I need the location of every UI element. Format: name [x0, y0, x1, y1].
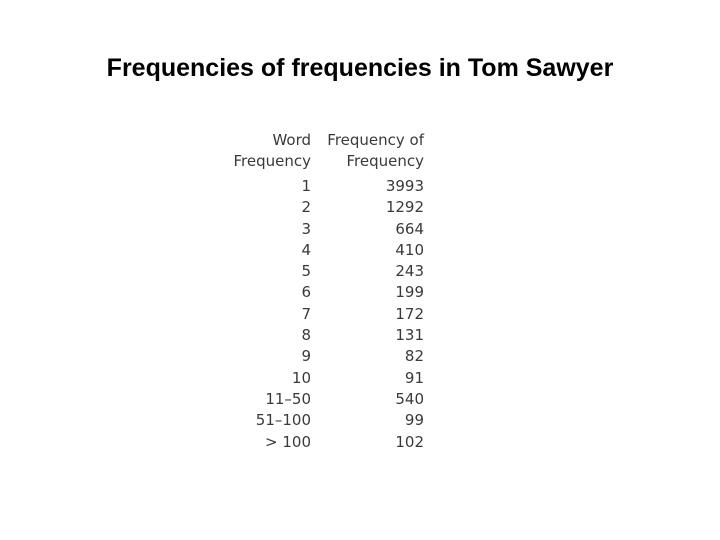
cell-word-frequency: 1: [301, 177, 311, 195]
cell-word-frequency: 4: [301, 240, 311, 259]
cell-frequency-of-frequency: 540: [395, 389, 424, 408]
cell-frequency-of-frequency: 243: [395, 262, 424, 281]
cell-frequency-of-frequency: 82: [404, 347, 424, 366]
header-frequency-of-frequency: [311, 130, 424, 176]
table-row: [225, 282, 424, 303]
table-header-row: [225, 130, 424, 176]
header-frequency-of-frequency-line2: Frequency: [346, 152, 424, 170]
cell-word-frequency: 3: [301, 219, 311, 238]
table-row: [225, 197, 424, 218]
cell-frequency-of-frequency: 99: [404, 411, 424, 430]
header-frequency-of-frequency-line1: Frequency of: [327, 131, 424, 149]
table-body: [225, 176, 424, 453]
cell-word-frequency: 51–100: [255, 411, 311, 430]
cell-frequency-of-frequency: 664: [395, 219, 424, 238]
cell-word-frequency: 11–50: [265, 389, 311, 408]
table-row: [225, 389, 424, 410]
cell-word-frequency: 8: [301, 326, 311, 345]
cell-frequency-of-frequency: 102: [395, 432, 424, 451]
frequency-table: [225, 130, 424, 453]
cell-word-frequency: 5: [301, 262, 311, 281]
cell-word-frequency: 9: [301, 347, 311, 366]
slide-title: Frequencies of frequencies in Tom Sawyer: [106, 54, 614, 82]
table-row: [225, 176, 424, 197]
table-row: [225, 261, 424, 282]
cell-word-frequency: > 100: [265, 432, 311, 451]
table-row: [225, 219, 424, 240]
header-word-frequency-line1: Word: [272, 131, 311, 149]
cell-frequency-of-frequency: 91: [404, 368, 424, 387]
cell-frequency-of-frequency: 131: [395, 326, 424, 345]
cell-word-frequency: 10: [291, 368, 311, 387]
cell-word-frequency: 6: [301, 283, 311, 302]
table-row: [225, 368, 424, 389]
table-row: [225, 325, 424, 346]
table-row: [225, 432, 424, 453]
table-row: [225, 304, 424, 325]
header-word-frequency-line2: Frequency: [233, 152, 311, 170]
cell-frequency-of-frequency: 172: [395, 304, 424, 323]
table-row: [225, 410, 424, 431]
table-row: [225, 240, 424, 261]
header-word-frequency: [225, 130, 311, 176]
cell-word-frequency: 7: [301, 304, 311, 323]
cell-frequency-of-frequency: 410: [395, 240, 424, 259]
cell-frequency-of-frequency: 199: [395, 283, 424, 302]
cell-word-frequency: 2: [301, 198, 311, 217]
cell-frequency-of-frequency: 1292: [385, 198, 424, 217]
cell-frequency-of-frequency: 3993: [385, 177, 424, 195]
table-row: [225, 346, 424, 367]
